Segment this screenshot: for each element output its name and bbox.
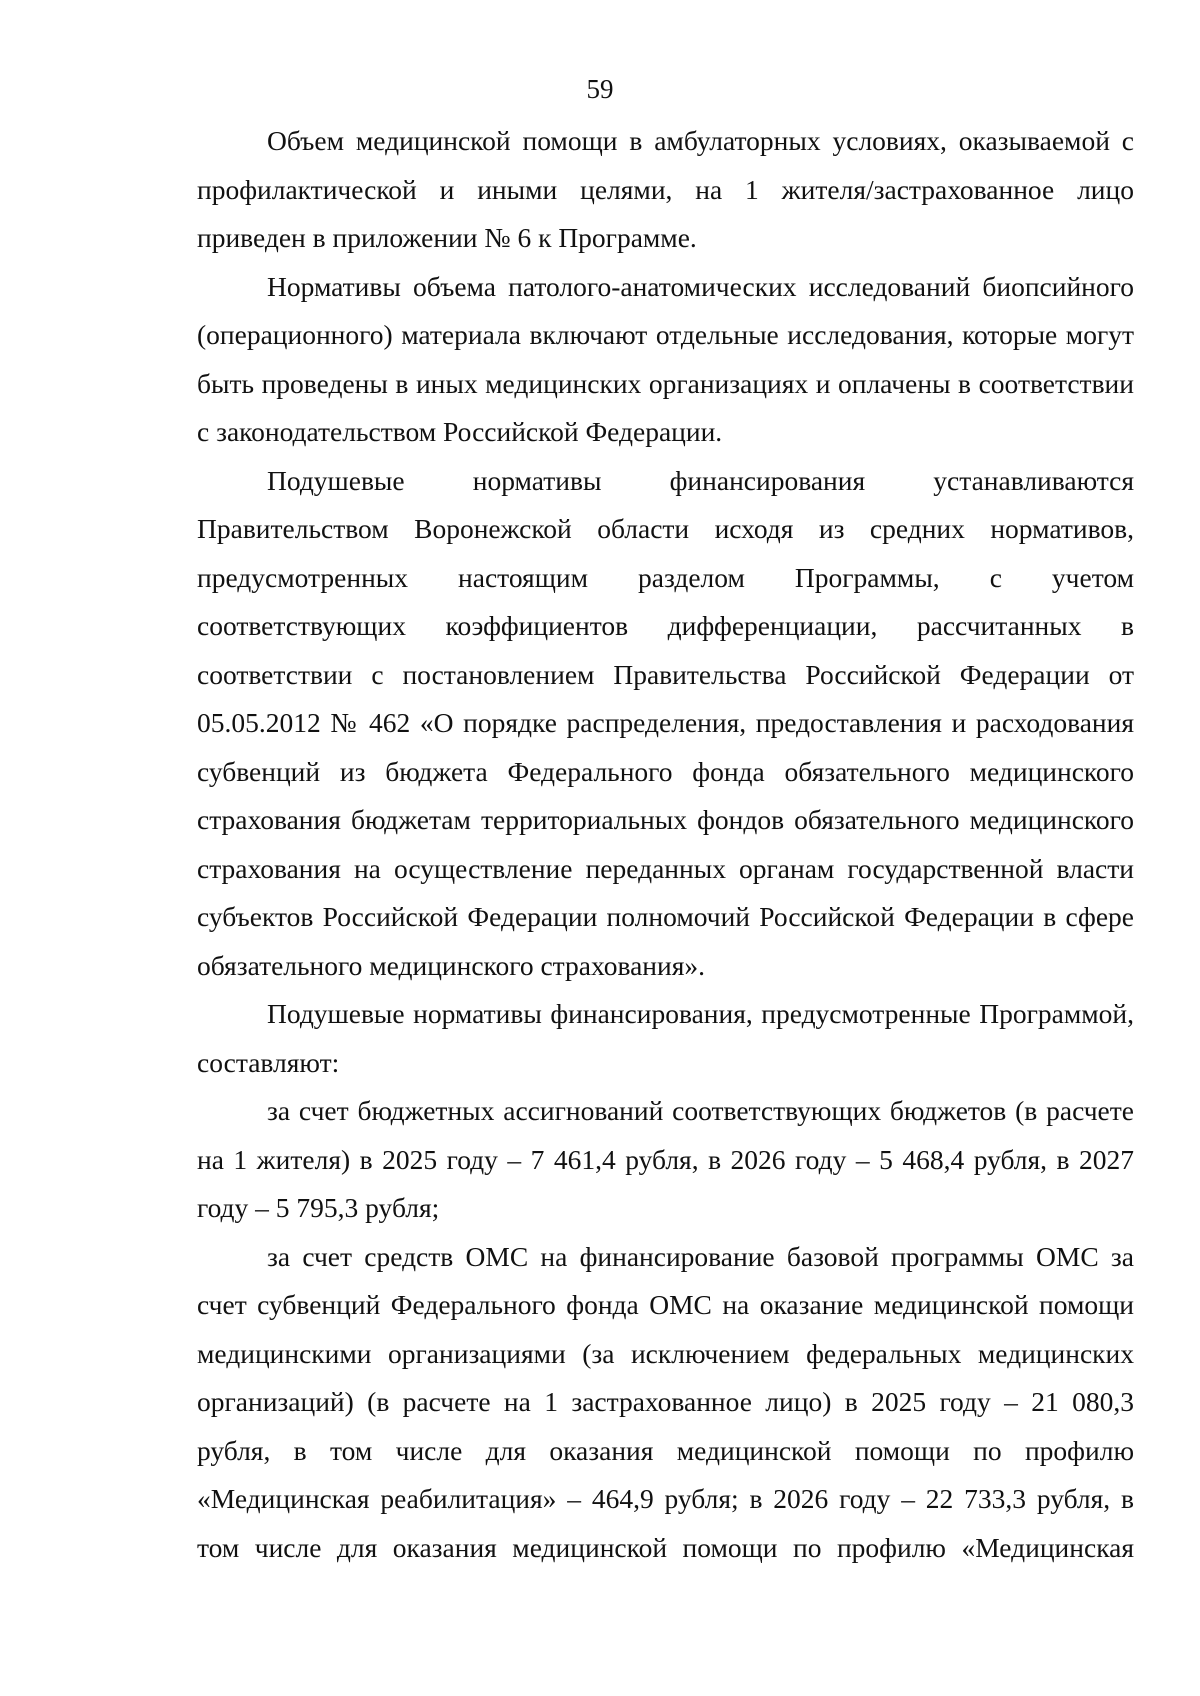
page-number: 59	[586, 74, 614, 104]
paragraph-per-capita-norms: Подушевые нормативы финансирования устанавливаются Правительством Воронежской области исходя из средних нормативов, предусмотренных настоящим разделом Программы, с учетом соответствующих коэффициентов дифференциации, рассчитанных в соответствии с постановлением Правительства Российской Федерации от 05.05.2012 № 462 «О порядке распределения, предоставления и расходования субвенций из бюджета Федерального фонда обязательного медицинского страхования бюджетам территориальных фондов обязательного медицинского страхования на осуществление переданных органам государственной власти субъектов Российской Федерации полномочий Российской Федерации в сфере обязательного медицинского страхования».	[197, 464, 1134, 981]
paragraph-per-capita-intro: Подушевые нормативы финансирования, предусмотренные Программой, составляют:	[197, 998, 1134, 1078]
document-body	[197, 117, 1134, 1572]
paragraph-budget-allocations: за счет бюджетных ассигнований соответствующих бюджетов (в расчете на 1 жителя) в 2025 году – 7 461,4 рубля, в 2026 году – 5 468,4 рубля, в 2027 году – 5 795,3 рубля;	[197, 1095, 1134, 1223]
paragraph-ambulatory-volume: Объем медицинской помощи в амбулаторных условиях, оказываемой с профилактической и иными целями, на 1 жителя/застрахованное лицо приведен в приложении № 6 к Программе.	[197, 125, 1134, 253]
paragraph-pathology-norms: Нормативы объема патолого-анатомических исследований биопсийного (операционного) материала включают отдельные исследования, которые могут быть проведены в иных медицинских организациях и оплачены в соответствии с законодательством Российской Федерации.	[197, 270, 1134, 447]
paragraph-oms-funding: за счет средств ОМС на финансирование базовой программы ОМС за счет субвенций Федерального фонда ОМС на оказание медицинской помощи медицинскими организациями (за исключением федеральных медицинских организаций) (в расчете на 1 застрахованное лицо) в 2025 году – 21 080,3 рубля, в том числе для оказания медицинской помощи по профилю «Медицинская реабилитация» – 464,9 рубля; в 2026 году – 22 733,3 рубля, в том числе для оказания медицинской помощи по профилю «Медицинская	[197, 1240, 1134, 1563]
